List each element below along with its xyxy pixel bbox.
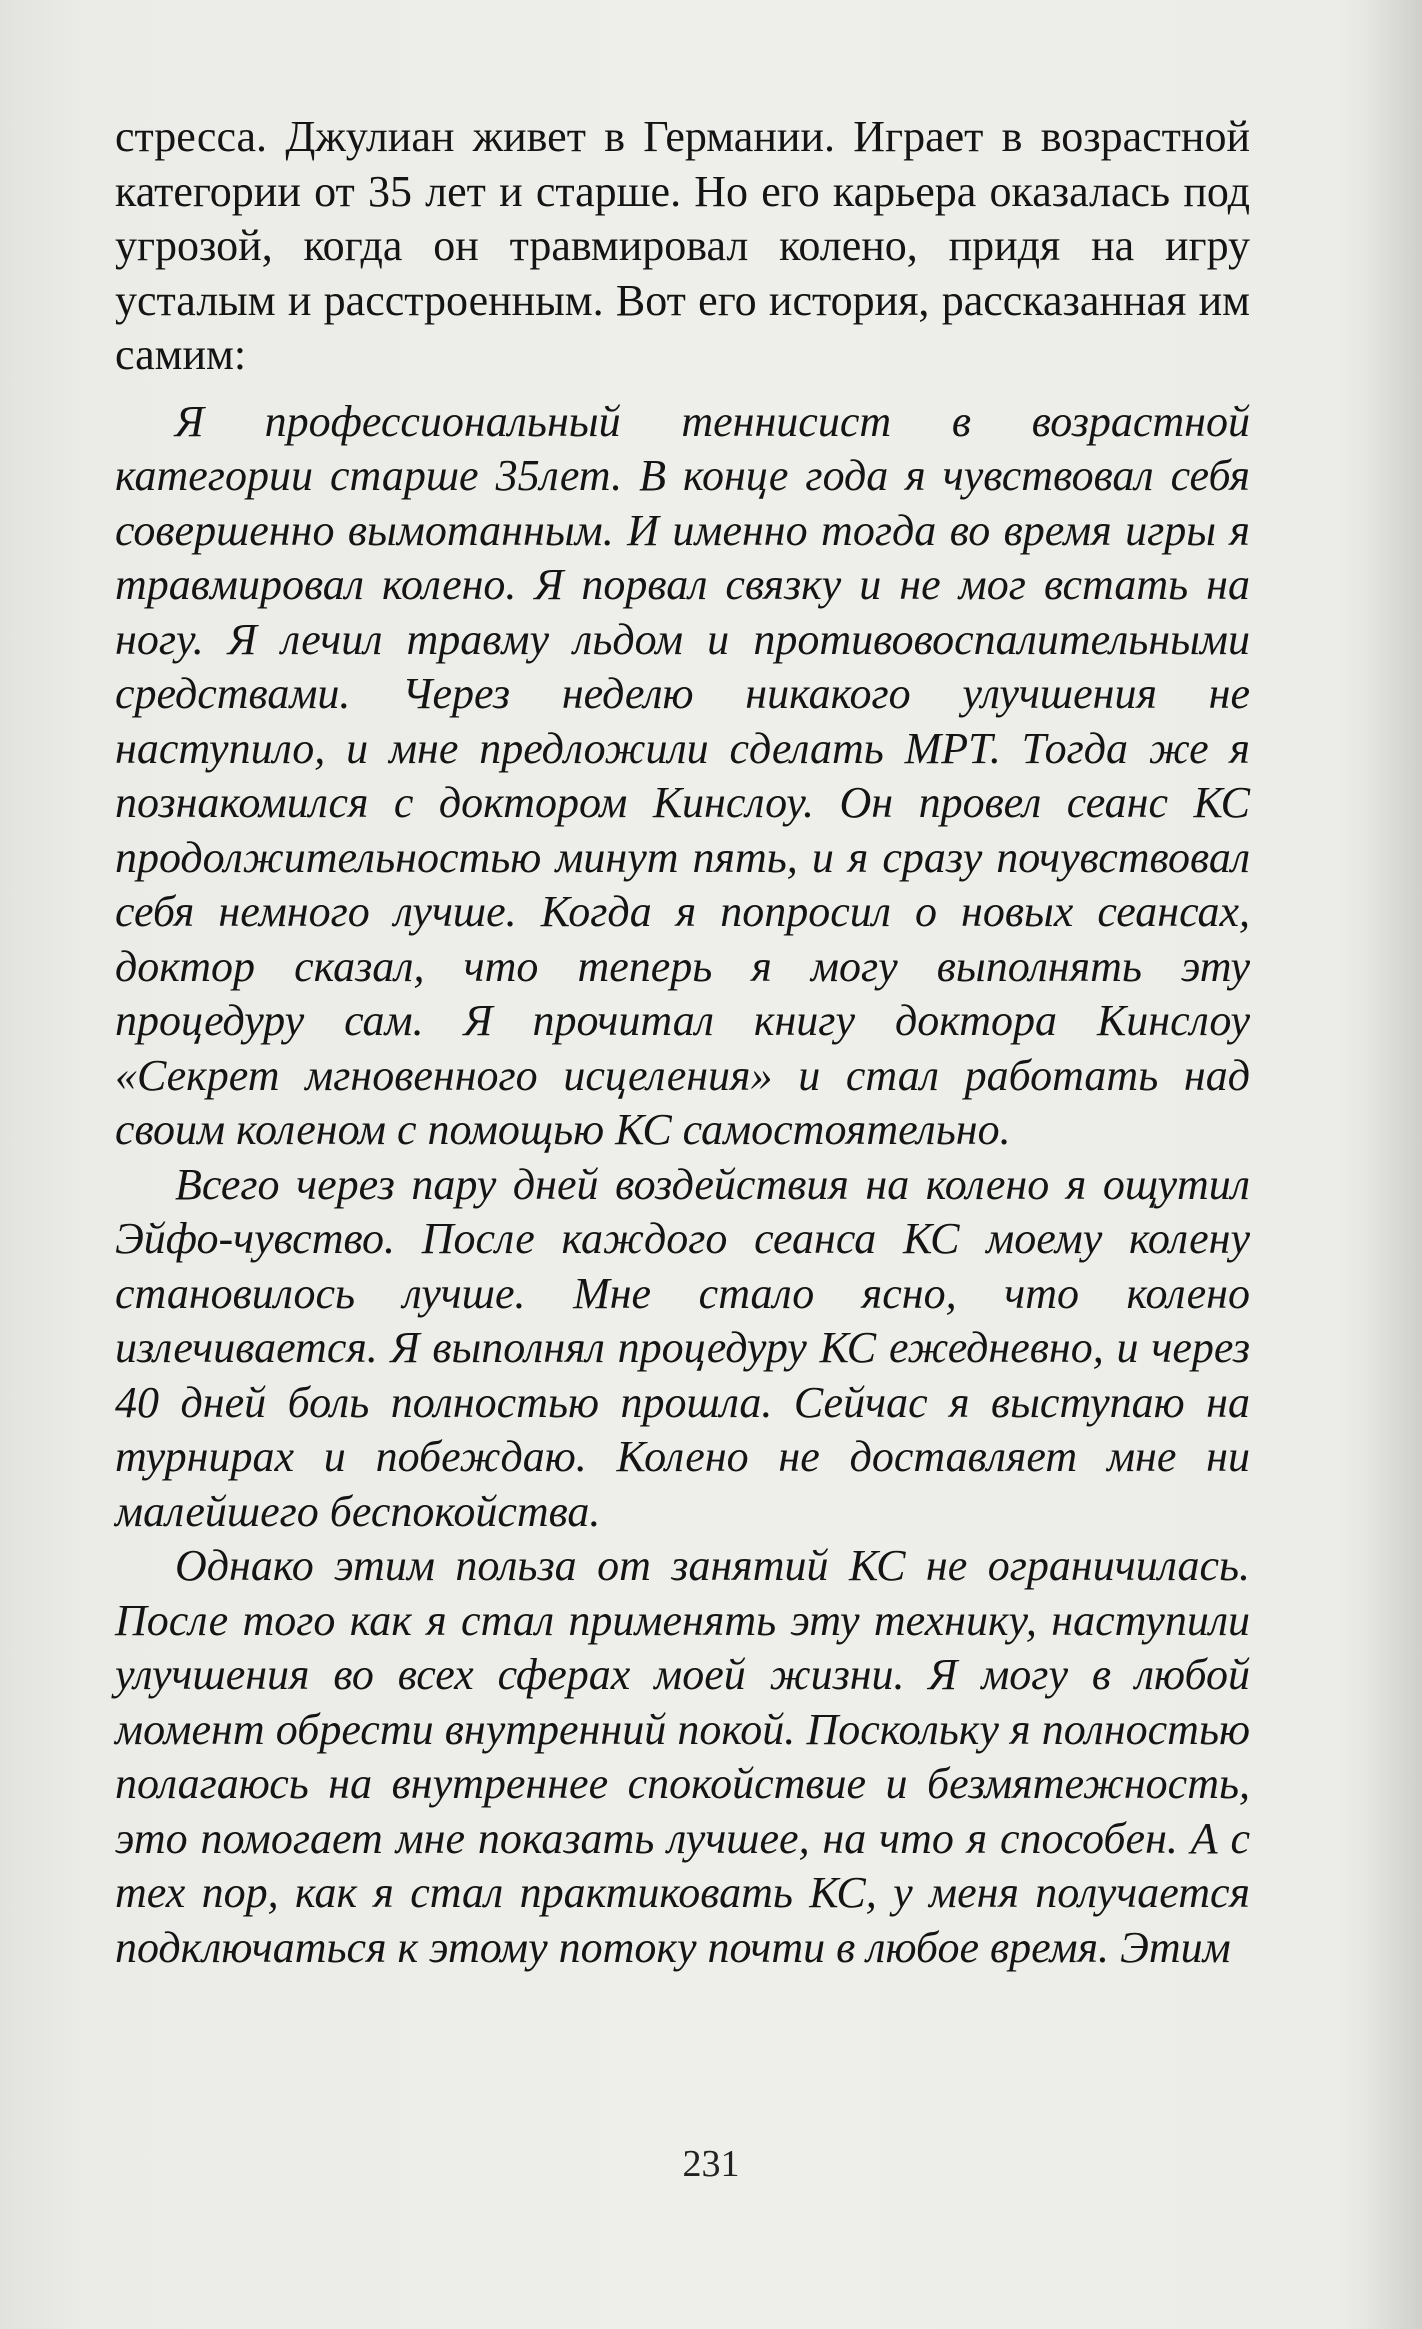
intro-paragraph: стресса. Джулиан живет в Германии. Играет в возрастной категории от 35 лет и старше. Но его карьера оказалась под угрозой, когда он травмировал колено, придя на игру усталым и расстроенным. Вот его история, рассказанная им самим: [115, 112, 1250, 379]
quote-paragraph-3: Однако этим польза от занятий КС не ограничилась. После того как я стал применять эту технику, наступили улучшения во всех сферах моей жизни. Я могу в любой момент обрести внутренний покой. Поскольку я полностью полагаюсь на внутреннее спокойствие и безмятежность, это помогает мне показать лучшее, на что я способен. А с тех пор, как я стал практиковать КС, у меня получается подключаться к этому потоку почти в любое время. Этим [115, 1541, 1250, 1972]
quote-paragraph-1: Я профессиональный теннисист в возрастной категории старше 35лет. В конце года я чувствовал себя совершенно вымотанным. И именно тогда во время игры я травмировал колено. Я порвал связку и не мог встать на ногу. Я лечил травму льдом и противовоспалительными средствами. Через неделю никакого улучшения не наступило, и мне предложили сделать МРТ. Тогда же я познакомился с доктором Кинслоу. Он провел сеанс КС продолжительностью минут пять, и я сразу почувствовал себя немного лучше. Когда я попросил о новых сеансах, доктор сказал, что теперь я могу выполнять эту процедуру сам. Я прочитал книгу доктора Кинслоу «Секрет мгновенного исцеления» и стал работать над своим коленом с помощью КС самостоятельно. [115, 396, 1250, 1154]
quote-paragraph-2: Всего через пару дней воздействия на колено я ощутил Эйфо-чувство. После каждого сеанса КС моему колену становилось лучше. Мне стало ясно, что колено излечивается. Я выполнял процедуру КС ежедневно, и через 40 дней боль полностью прошла. Сейчас я выступаю на турнирах и побеждаю. Колено не доставляет мне ни малейшего беспокойства. [115, 1159, 1250, 1536]
page-gutter-shadow [1362, 0, 1422, 2329]
page-text-block [115, 110, 1250, 1975]
page-number: 231 [682, 2143, 740, 2185]
quoted-story [115, 395, 1250, 1976]
